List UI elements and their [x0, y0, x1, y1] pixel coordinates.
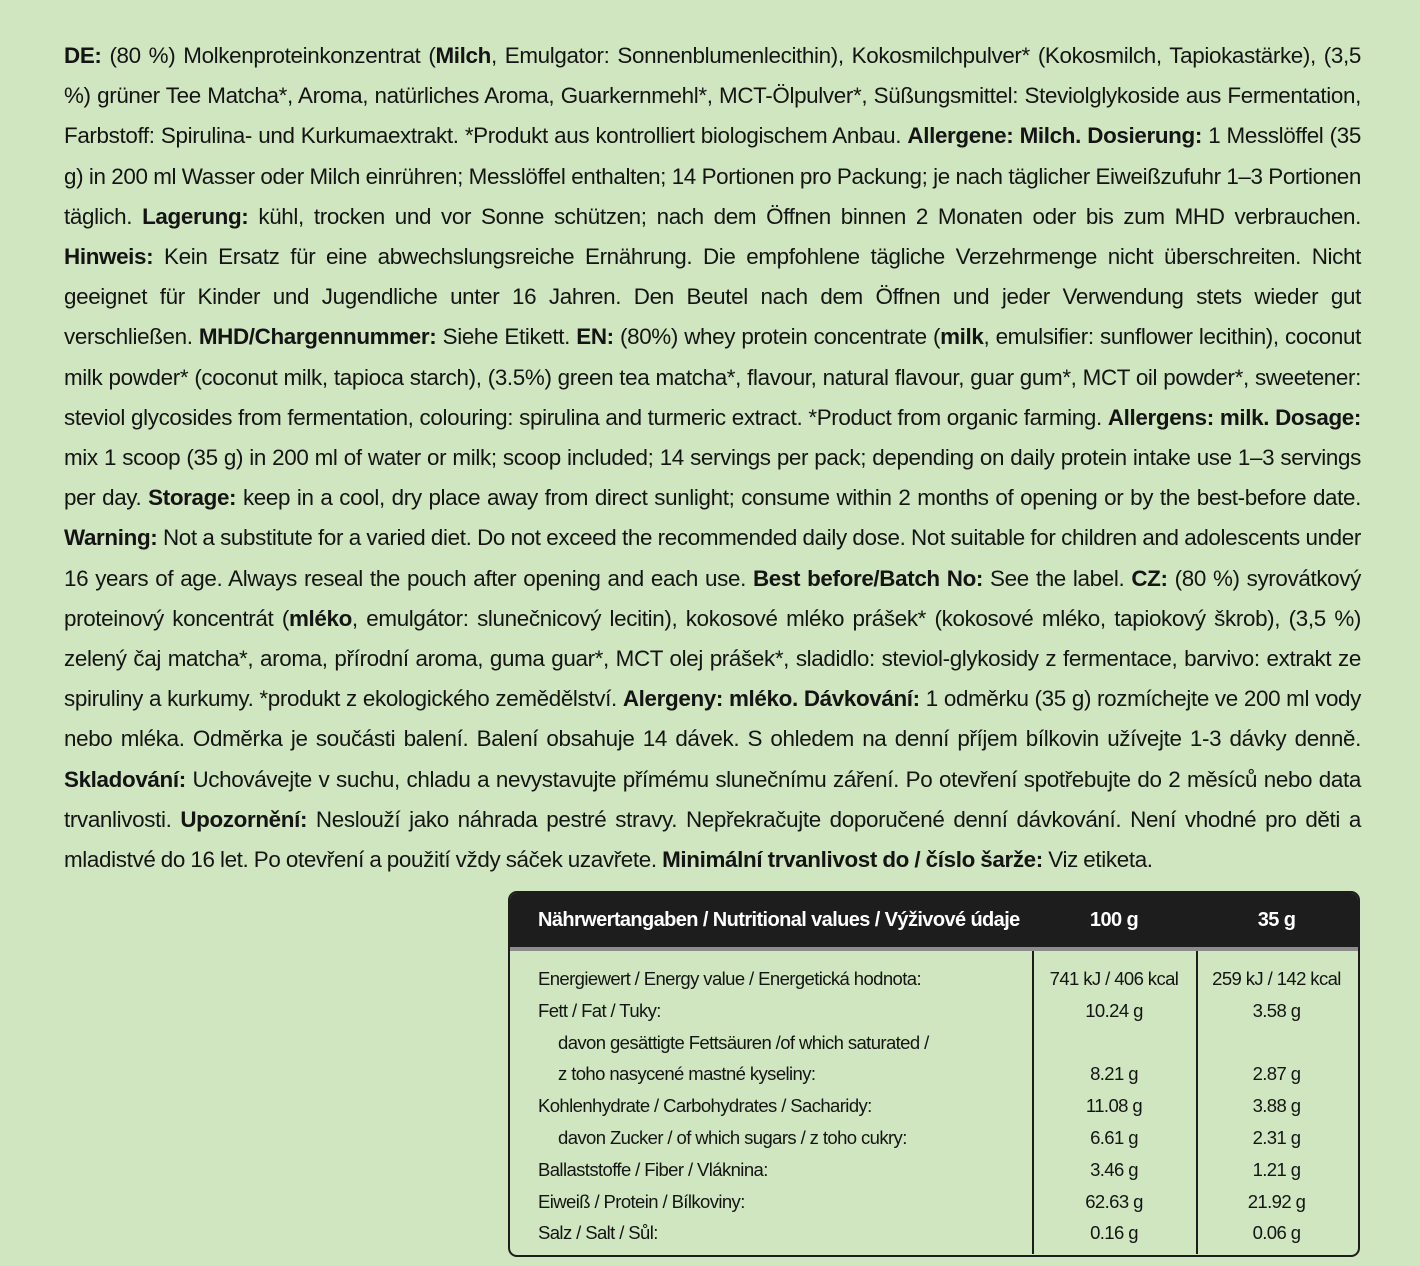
- row-label: Salz / Salt / Sůl:: [538, 1222, 658, 1244]
- value-100g: 0.16 g: [1090, 1222, 1138, 1244]
- text-segment: (80 %) Molkenproteinkonzentrat (: [101, 43, 436, 68]
- text-segment: (80%) whey protein concentrate (: [613, 324, 941, 350]
- heading-storage: Storage:: [148, 485, 237, 511]
- value-100g: 11.08 g: [1085, 1095, 1143, 1117]
- text-segment: keep in a cool, dry place away from direct sunlight; consume within 2 months of opening or by the best-before date.: [236, 485, 1362, 511]
- header-label: Nährwertangaben / Nutritional values / Výživové údaje: [538, 908, 1020, 931]
- heading-lagerung: Lagerung:: [142, 203, 249, 229]
- text-segment: Uchovávejte v suchu, chladu a nevystavujte přímému slunečnímu záření. Po otevření spotřebujte do 2 měsíců nebo data trvanlivosti.: [64, 766, 1361, 832]
- allergen-highlight: Milch: [435, 43, 491, 68]
- value-35g: 0.06 g: [1252, 1222, 1301, 1244]
- text-segment: Viz etiketa.: [1042, 847, 1153, 873]
- ingredients-paragraph: [64, 36, 1361, 880]
- text-segment: 1 Messlöffel (35 g) in 200 ml Wasser oder Milch einrühren; Messlöffel enthalten; 14 Portionen pro Packung; je nach täglicher Eiweißzufuhr 1–3 Portionen täglich.: [64, 123, 1361, 229]
- heading-allergens: Allergens: milk.: [1107, 404, 1270, 430]
- nutrition-table-header: [510, 893, 1358, 951]
- heading-warning: Warning:: [64, 525, 158, 551]
- section-label-de: DE:: [64, 43, 102, 68]
- heading-dosage: Dosage:: [1275, 404, 1361, 430]
- heading-hinweis: Hinweis:: [64, 244, 154, 270]
- heading-mhd: MHD/Chargennummer:: [198, 324, 437, 350]
- text-segment: Neslouží jako náhrada pestré stravy. Nepřekračujte doporučené denní dávkování. Není vhodné pro děti a mladistvé do 16 let. Po otevření a použití vždy sáček uzavřete.: [64, 806, 1361, 873]
- nutrition-table: [508, 891, 1360, 1257]
- table-row: [510, 1186, 1358, 1218]
- heading-alergeny: Alergeny: mléko.: [622, 686, 798, 712]
- value-100g: 10.24 g: [1085, 999, 1143, 1021]
- row-label: Fett / Fat / Tuky:: [538, 999, 661, 1021]
- table-row: [510, 963, 1358, 995]
- nutrition-table-body: [510, 951, 1358, 1254]
- section-label-en: EN:: [576, 324, 614, 350]
- text-segment: See the label.: [983, 565, 1132, 591]
- value-35g: 21.92 g: [1247, 1190, 1306, 1212]
- row-label: z toho nasycené mastné kyseliny:: [558, 1063, 816, 1085]
- heading-best-before: Best before/Batch No:: [752, 565, 984, 591]
- heading-dosierung: Dosierung:: [1087, 123, 1202, 149]
- allergen-highlight: mléko: [288, 605, 352, 631]
- text-segment: , Emulgator: Sonnenblumenlecithin), Kokosmilchpulver* (Kokosmilch, Tapiokastärke), (3,5 %) grüner Tee Matcha*, Aroma, natürliches Aroma, Guarkernmehl*, MCT-Ölpulver*, Süßungsmittel: Steviolglykoside aus Fermentation, Farbstoff: Spirulina- und Kurkumaextrakt. *Produkt aus kontrolliert biologischem Anbau.: [64, 43, 1361, 149]
- text-segment: kühl, trocken und vor Sonne schützen; nach dem Öffnen binnen 2 Monaten oder bis zum MHD verbrauchen.: [248, 203, 1361, 229]
- table-row: [510, 1058, 1358, 1090]
- header-col-35g: 35 g: [1257, 908, 1296, 931]
- value-100g: [1032, 1027, 1196, 1059]
- text-segment: Kein Ersatz für eine abwechslungsreiche Ernährung. Die empfohlene tägliche Verzehrmenge nicht überschreiten. Nicht geeignet für Kinder und Jugendliche unter 16 Jahren. Den Beutel nach dem Öffnen und jeder Verwendung stets wieder gut verschließen.: [64, 244, 1361, 350]
- text-segment: Not a substitute for a varied diet. Do not exceed the recommended daily dose. Not suitable for children and adolescents under 16 years of age. Always reseal the pouch after opening and each use.: [64, 525, 1361, 591]
- heading-minimalni-trvanlivost: Minimální trvanlivost do / číslo šarže:: [662, 847, 1043, 873]
- text-segment: , emulgátor: slunečnicový lecitin), kokosové mléko prášek* (kokosové mléko, tapiokový škrob), (3,5 %) zelený čaj matcha*, aroma, přírodní aroma, guma guar*, MCT olej prášek*, sladidlo: steviol-glykosidy z fermentace, barvivo: extrakt ze spiruliny a kurkumy. *produkt z ekologického zemědělství.: [64, 605, 1361, 712]
- text-segment: Siehe Etikett.: [436, 324, 577, 350]
- section-label-cz: CZ:: [1131, 565, 1168, 591]
- header-col-100g: 100 g: [1089, 908, 1139, 931]
- table-row: [510, 1090, 1358, 1122]
- nutrition-rows: [510, 963, 1358, 1249]
- row-label: Eiweiß / Protein / Bílkoviny:: [538, 1190, 745, 1212]
- value-35g: 1.21 g: [1252, 1158, 1301, 1180]
- table-row: [510, 1122, 1358, 1154]
- value-100g: 62.63 g: [1085, 1190, 1143, 1212]
- table-row: [510, 1154, 1358, 1186]
- value-35g: 3.58 g: [1252, 999, 1301, 1021]
- heading-skladovani: Skladování:: [64, 766, 186, 792]
- table-row: [510, 1217, 1358, 1249]
- value-100g: 6.61 g: [1090, 1126, 1138, 1148]
- value-35g: 3.88 g: [1252, 1095, 1301, 1117]
- allergen-highlight: milk: [940, 324, 984, 350]
- heading-davkovani: Dávkování:: [803, 686, 920, 712]
- value-100g: 8.21 g: [1090, 1063, 1138, 1085]
- row-label: Ballaststoffe / Fiber / Vláknina:: [538, 1158, 768, 1180]
- value-35g: 259 kJ / 142 kcal: [1212, 968, 1341, 989]
- text-segment: , emulsifier: sunflower lecithin), coconut milk powder* (coconut milk, tapioca starch), (3.5%) green tea matcha*, flavour, natural flavour, guar gum*, MCT oil powder*, sweetener: steviol glycosides from fermentation, colouring: spirulina and turmeric extract. *Product from organic farming.: [64, 324, 1361, 430]
- row-label: davon Zucker / of which sugars / z toho cukry:: [558, 1126, 907, 1148]
- text-segment: 1 odměrku (35 g) rozmíchejte ve 200 ml vody nebo mléka. Odměrka je součásti balení. Balení obsahuje 14 dávek. S ohledem na denní příjem bílkovin užívejte 1-3 dávky denně.: [64, 686, 1361, 752]
- row-label: Kohlenhydrate / Carbohydrates / Sacharidy:: [538, 1095, 872, 1117]
- heading-allergene: Allergene: Milch.: [907, 123, 1081, 149]
- text-segment: mix 1 scoop (35 g) in 200 ml of water or milk; scoop included; 14 servings per pack; depending on daily protein intake use 1–3 servings per day.: [64, 445, 1361, 511]
- value-35g: [1196, 1027, 1357, 1059]
- table-row: [510, 995, 1358, 1027]
- value-100g: 3.46 g: [1090, 1158, 1138, 1180]
- value-35g: 2.31 g: [1252, 1126, 1301, 1148]
- value-35g: 2.87 g: [1252, 1063, 1301, 1085]
- row-label: davon gesättigte Fettsäuren /of which saturated /: [558, 1031, 929, 1053]
- table-row: [510, 1027, 1358, 1059]
- heading-upozorneni: Upozornění:: [180, 806, 308, 832]
- text-segment: (80 %) syrovátkový proteinový koncentrát (: [64, 565, 1361, 631]
- value-100g: 741 kJ / 406 kcal: [1049, 968, 1179, 989]
- row-label: Energiewert / Energy value / Energetická hodnota:: [538, 968, 921, 989]
